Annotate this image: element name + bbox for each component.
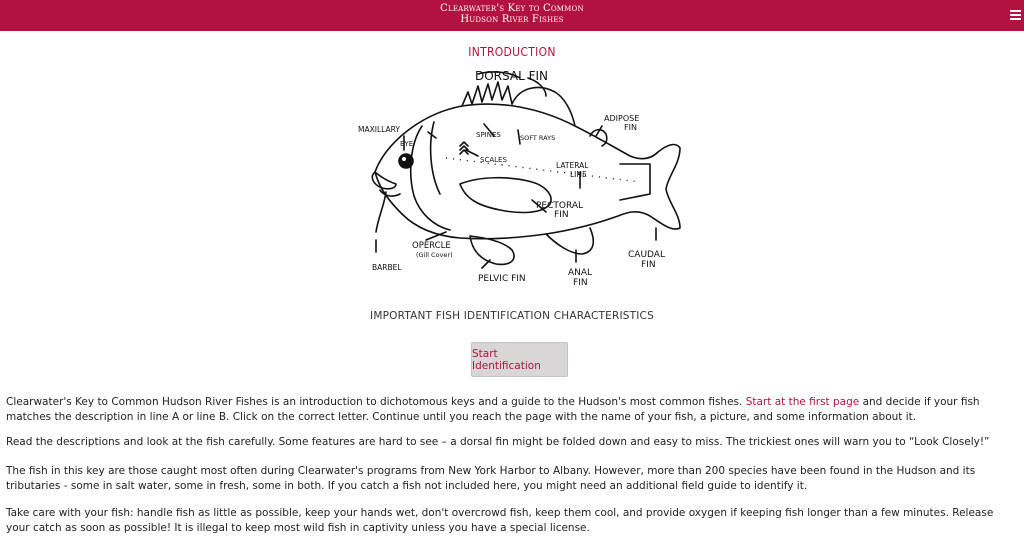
barbel xyxy=(376,192,386,232)
label-maxillary: MAXILLARY xyxy=(358,125,400,134)
label-spines: SPINES xyxy=(476,131,501,139)
label-caudal-fin-1: CAUDAL xyxy=(628,250,665,260)
label-lateral-line-2: LINE xyxy=(570,170,587,179)
label-lateral-line-1: LATERAL xyxy=(556,161,589,170)
dorsal-fin-spines xyxy=(462,82,512,106)
intro-paragraph-1 xyxy=(6,395,1016,424)
site-title[interactable] xyxy=(0,0,1024,25)
top-header-bar xyxy=(0,0,1024,31)
label-pectoral-fin-1: PECTORAL xyxy=(536,201,584,211)
start-first-page-link[interactable]: Start at the first page xyxy=(745,396,860,408)
label-caudal-fin-2: FIN xyxy=(641,260,656,270)
introduction-heading: INTRODUCTION xyxy=(468,45,556,59)
lateral-line xyxy=(446,158,640,182)
label-anal-fin-2: FIN xyxy=(573,278,588,288)
intro-paragraph-4: Take care with your fish: handle fish as little as possible, keep your hands wet, don't overcrowd fish, keep them cool, and provide oxygen if keeping fish longer than a few minutes. Release your catch as soon as possible! It is illegal to keep most wild fish in captivity unless you have a special license. xyxy=(6,507,994,534)
label-scales: SCALES xyxy=(480,156,507,164)
label-eye: EYE xyxy=(400,140,414,148)
start-identification-button[interactable]: Start Identification xyxy=(471,342,568,377)
intro-paragraph-2: Read the descriptions and look at the fish carefully. Some features are hard to see – a dorsal fin might be folded down and easy to miss. The trickiest ones will warn you to “Look Closely!” xyxy=(6,436,990,448)
label-pectoral-fin-2: FIN xyxy=(554,210,569,220)
intro-paragraph-3: The fish in this key are those caught most often during Clearwater's programs from New York Harbor to Albany. However, more than 200 species have been found in the Hudson and its tributaries - some in salt water, some in fresh, some in both. If you catch a fish not included here, you might need an additional field guide to identify it. xyxy=(6,465,976,492)
label-adipose-fin-1: ADIPOSE xyxy=(604,114,640,123)
label-adipose-fin-2: FIN xyxy=(624,123,637,132)
characteristics-subheading: IMPORTANT FISH IDENTIFICATION CHARACTERISTICS xyxy=(370,310,654,322)
label-soft-rays: SOFT RAYS xyxy=(520,134,556,142)
label-dorsal-fin: DORSAL FIN xyxy=(475,69,548,83)
fish-eye xyxy=(399,154,413,168)
p1-text-after: and decide if your fish matches the description in line A or line B. Click on the correct letter. Continue until you reach the page with the name of your fish, a picture, and some information about it. xyxy=(6,396,980,423)
label-opercle-2: (Gill Cover) xyxy=(416,251,453,259)
site-title-line-2: Hudson River Fishes xyxy=(460,13,564,25)
anal-fin xyxy=(546,228,593,254)
label-anal-fin-1: ANAL xyxy=(568,268,593,278)
pelvic-fin xyxy=(470,236,514,264)
hamburger-menu-icon[interactable] xyxy=(1010,8,1021,22)
p1-text-before: Clearwater's Key to Common Hudson River Fishes is an introduction to dichotomous keys and a guide to the Hudson's most common fishes. xyxy=(6,396,746,408)
label-opercle-1: OPERCLE xyxy=(412,241,451,251)
label-barbel: BARBEL xyxy=(372,263,402,272)
fish-anatomy-diagram xyxy=(350,64,695,289)
site-title-line-1: Clearwater's Key to Common xyxy=(440,3,584,14)
label-pelvic-fin: PELVIC FIN xyxy=(478,274,526,284)
